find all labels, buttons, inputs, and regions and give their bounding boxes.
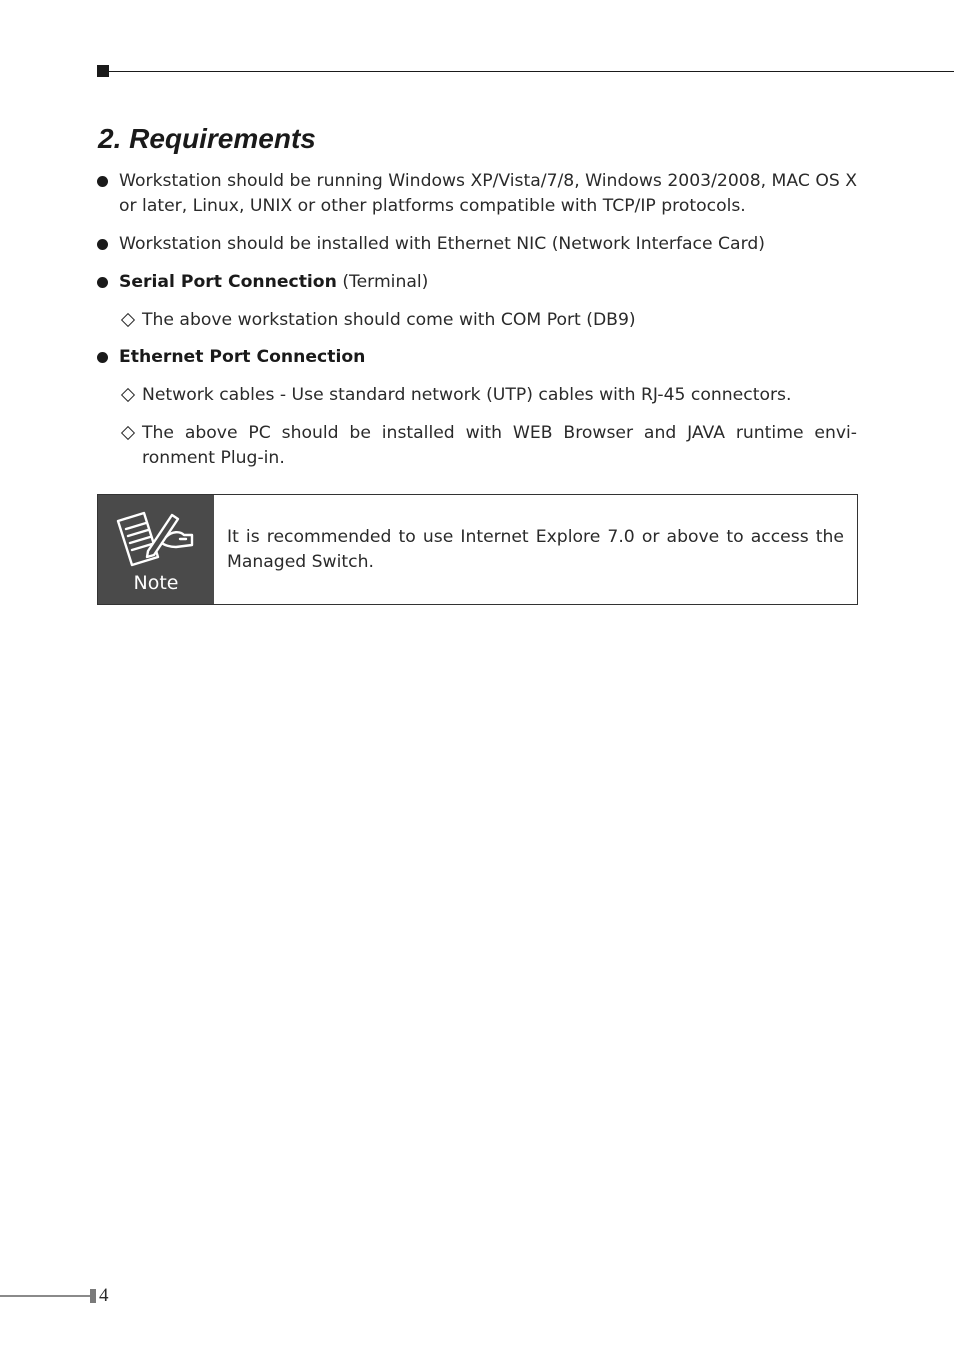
footer-rule xyxy=(0,1295,90,1297)
requirements-list xyxy=(97,169,857,471)
diamond-bullet-icon xyxy=(121,426,135,440)
note-text xyxy=(214,495,857,604)
header-square-marker xyxy=(97,65,109,77)
sub-item-text: The above PC should be installed with WEB Browser and JAVA runtime envi-ronment Plug-in. xyxy=(142,423,857,468)
list-item-text: Workstation should be running Windows XP/Vista/7/8, Windows 2003/2008, MAC OS X or later, Linux, UNIX or other platforms compatible with TCP/IP protocols. xyxy=(119,171,857,216)
note-text-content: It is recommended to use Internet Explore 7.0 or above to access the Managed Switch. xyxy=(227,526,844,572)
page-number: 4 xyxy=(99,1285,109,1306)
bullet-dot xyxy=(97,176,108,187)
bullet-dot xyxy=(97,239,108,250)
diamond-bullet-icon xyxy=(121,388,135,402)
bullet-dot xyxy=(97,352,108,363)
note-sidebar xyxy=(98,495,214,604)
note-pencil-icon xyxy=(114,507,198,567)
sub-item-text: Network cables - Use standard network (UTP) cables with RJ-45 connectors. xyxy=(142,385,792,405)
sub-item-com-port xyxy=(97,308,857,333)
list-item-serial-port xyxy=(97,270,857,295)
list-item-workstation-os xyxy=(97,169,857,219)
list-item-ethernet-nic xyxy=(97,232,857,257)
list-item-bold-label: Serial Port Connection xyxy=(119,272,337,292)
note-box xyxy=(97,494,858,605)
footer-marker xyxy=(90,1289,96,1303)
sub-item-network-cables xyxy=(97,383,857,408)
sub-item-text: The above workstation should come with COM Port (DB9) xyxy=(142,310,636,330)
header-rule xyxy=(109,71,954,72)
section-heading: 2. Requirements xyxy=(98,123,316,154)
note-label: Note xyxy=(133,572,179,594)
list-item-bold-label: Ethernet Port Connection xyxy=(119,347,366,367)
list-item-text: (Terminal) xyxy=(336,272,429,292)
list-item-ethernet-port xyxy=(97,345,857,370)
bullet-dot xyxy=(97,277,108,288)
sub-item-web-browser xyxy=(97,421,857,471)
list-item-text: Workstation should be installed with Ethernet NIC (Network Interface Card) xyxy=(119,234,765,254)
diamond-bullet-icon xyxy=(121,313,135,327)
